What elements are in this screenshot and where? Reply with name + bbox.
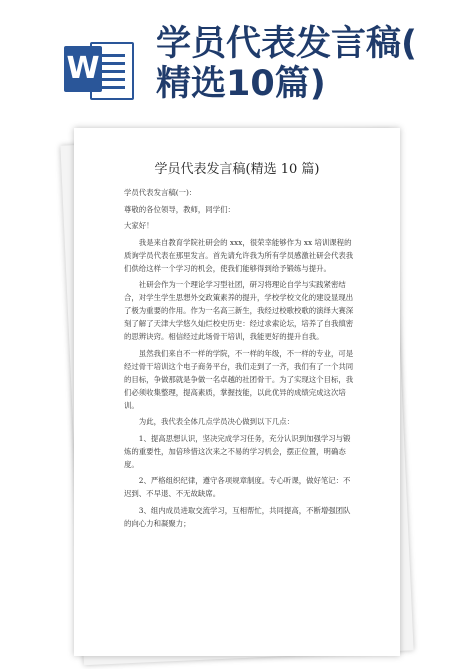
- salutation: 尊敬的各位领导，教师，同学们：: [124, 204, 235, 214]
- paragraph: 我是来自教育学院社研会的 xxx，很荣幸能够作为 xx 培训课程的质询学员代表在那里发言。首先请允许我为所有学员感激社研会代表我们供给这样一个学习的机会，使我们能够得到给予锻练与提升。: [124, 237, 354, 273]
- section-heading: 学员代表发言稿(一)：: [124, 188, 197, 197]
- banner: [0, 0, 474, 118]
- document-body: [124, 186, 356, 533]
- paragraph: 虽然我们来自不一样的学院，不一样的年级，不一样的专业，可是经过骨干培训这个电子商务平台，我们走到了一齐，我们有了一个共同的目标，争做那就是争做一名卓越的社团骨干。为了实现这个目标，我们必须收集整理，提高素质，掌握技能，以此优异的成绩完成这次培训。: [124, 348, 354, 410]
- list-item: 1、提高思想认识，坚决完成学习任务，充分认识到加强学习与锻炼的重要性，加倍珍惜这次来之不易的学习机会，摆正位置，明确态度。: [124, 433, 351, 469]
- paragraph: 为此，我代表全体几点学员决心做到以下几点：: [138, 417, 295, 426]
- banner-title-line-2: 精选10篇): [156, 64, 326, 104]
- greeting: 大家好！: [124, 221, 154, 230]
- document-title: 学员代表发言稿(精选 10 篇): [154, 162, 320, 177]
- word-letter-badge: W: [64, 46, 102, 92]
- document-page: [74, 128, 400, 656]
- word-document-icon: [64, 38, 134, 100]
- list-item: 3、组内成员进取交流学习，互相帮忙，共同提高，不断增强团队的向心力和凝聚力；: [124, 505, 351, 528]
- banner-title-line-1: 学员代表发言稿(: [156, 24, 417, 64]
- list-item: 2、严格组织纪律，遵守各项规章制度。专心听课，做好笔记：不迟到、不早退、不无故缺席。: [124, 476, 351, 498]
- paragraph: 社研会作为一个理论学习型社团，研习将理论自学与实践紧密结合，对学生学生思想外交政策素养的提升，学校学校文化的建设显现出了极为重要的作用。作为一名高三新生，我经过校歌校歌的演绎大赛深刻了解了天津大学悠久灿烂校史历史：经过求索论坛，培养了自我缜密的思辨诀窍。相信经过此场骨干培训，我能更好的提升自我。: [124, 280, 354, 341]
- banner-title: [156, 24, 417, 104]
